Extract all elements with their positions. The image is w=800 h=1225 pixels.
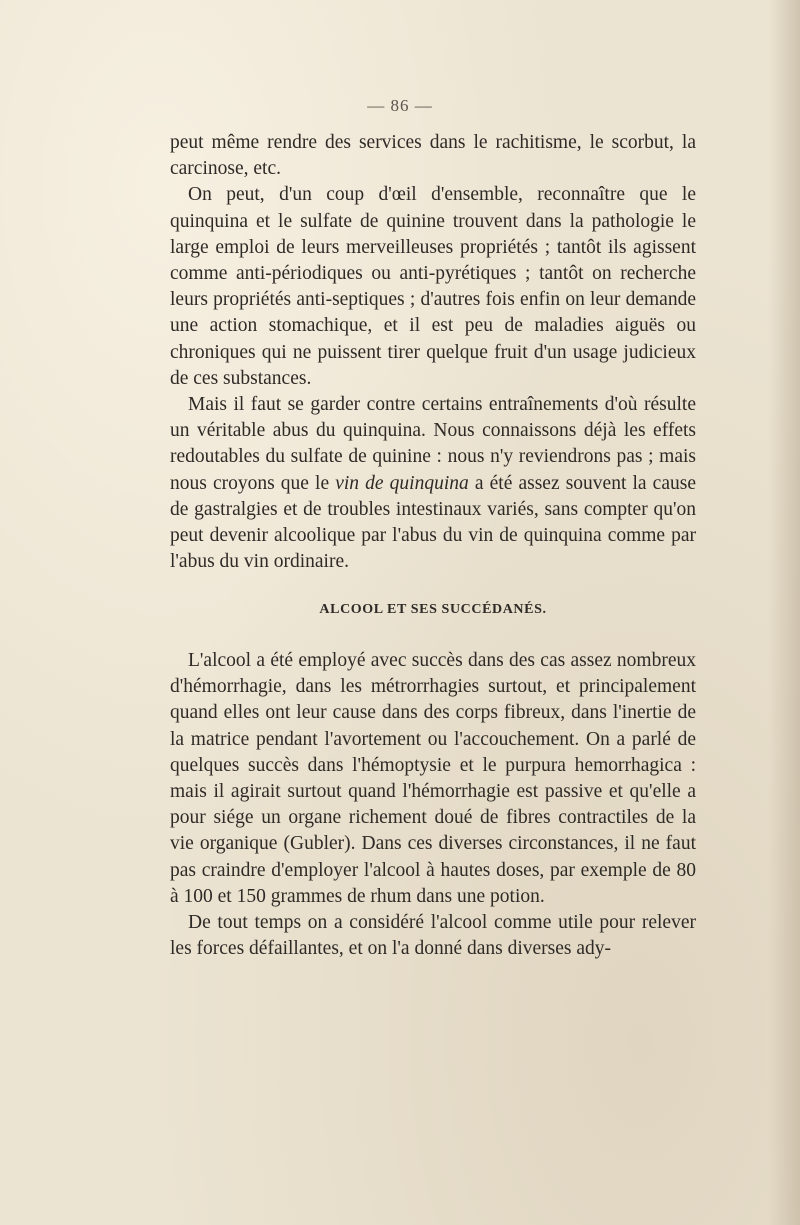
section-heading: ALCOOL ET SES SUCCÉDANÉS. (319, 602, 547, 617)
text-block-upper (170, 130, 696, 575)
paragraph-text-before: Mais il faut se garder contre certains entraînements d'où résulte un véritable abus du quinquina. Nous connaissons déjà les effets redoutables du sulfate de quinine : nous n'y reviendrons pas ; mais nous croyons que le (170, 394, 696, 494)
paragraph-alcool-forces: De tout temps on a considéré l'alcool comme utile pour relever les forces défaillantes, et on l'a donné dans diverses ady- (170, 912, 696, 960)
italic-term: vin de quinquina (335, 472, 469, 494)
paragraph-quinquina-uses: On peut, d'un coup d'œil d'ensemble, reconnaître que le quinquina et le sulfate de quinine trouvent dans la pathologie le large emploi de leurs merveilleuses propriétés ; tantôt ils agissent comme anti-périodiques ou anti-pyrétiques ; tantôt on recherche leurs propriétés anti-septiques ; d'autres fois enfin on leur demande une action stomachique, et il est peu de maladies aiguës ou chroniques qui ne puissent tirer quelque fruit d'un usage judicieux de ces substances. (170, 184, 696, 389)
text-block-lower (170, 648, 696, 962)
paragraph-alcool-hemorrhagie: L'alcool a été employé avec succès dans des cas assez nombreux d'hémorrhagie, dans les métrorrhagies surtout, et principalement quand elles ont leur cause dans des corps fibreux, dans l'inertie de la matrice pendant l'avortement ou l'accouchement. On a parlé de quelques succès dans l'hémoptysie et le purpura hemorrhagica : mais il agirait surtout quand l'hémorrhagie est passive et qu'elle a pour siége un organe richement doué de fibres contractiles de la vie organique (Gubler). Dans ces diverses circonstances, il ne faut pas craindre d'employer l'alcool à hautes doses, par exemple de 80 à 100 et 150 grammes de rhum dans une potion. (170, 650, 696, 907)
paragraph-text-after: a été assez souvent la cause de gastralgies et de troubles intestinaux variés, sans compter qu'on peut devenir alcoolique par l'abus du vin de quinquina comme par l'abus du vin ordinaire. (170, 472, 696, 573)
paragraph-quinquina-abuse (170, 392, 696, 575)
paragraph-continuation: peut même rendre des services dans le rachitisme, le scorbut, la carcinose, etc. (170, 132, 696, 180)
page-number: — 86 — (367, 96, 433, 115)
